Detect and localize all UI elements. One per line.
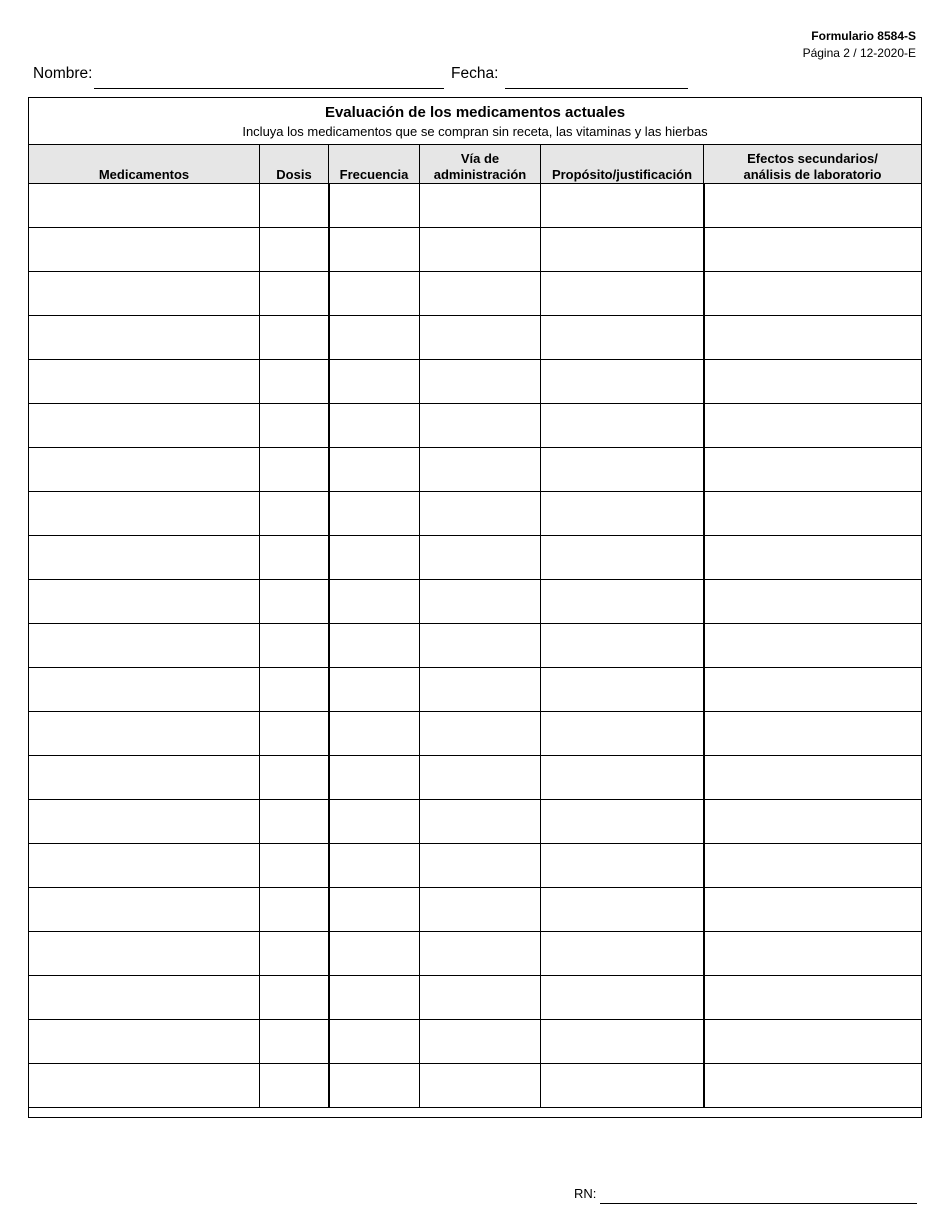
entry-cell[interactable] xyxy=(29,492,260,536)
column-header-row xyxy=(29,145,922,184)
table-row xyxy=(29,800,922,844)
entry-cell[interactable] xyxy=(704,888,922,932)
entry-cell[interactable] xyxy=(329,228,420,272)
entry-cell[interactable] xyxy=(260,932,329,976)
table-footer-row xyxy=(29,1108,922,1118)
entry-cell[interactable] xyxy=(704,580,922,624)
entry-cell[interactable] xyxy=(29,1064,260,1108)
table-row xyxy=(29,492,922,536)
entry-cell[interactable] xyxy=(541,1020,704,1064)
table-row xyxy=(29,932,922,976)
entry-cell[interactable] xyxy=(329,800,420,844)
entry-cell[interactable] xyxy=(420,1020,541,1064)
entry-cell[interactable] xyxy=(29,712,260,756)
table-row xyxy=(29,404,922,448)
entry-cell[interactable] xyxy=(29,668,260,712)
entry-cell[interactable] xyxy=(420,712,541,756)
column-header-text: Dosis xyxy=(276,167,312,182)
entry-cell[interactable] xyxy=(541,536,704,580)
entry-cell[interactable] xyxy=(704,844,922,888)
entry-cell[interactable] xyxy=(420,316,541,360)
entry-cell[interactable] xyxy=(704,228,922,272)
entry-cell[interactable] xyxy=(329,976,420,1020)
table-footer-cell xyxy=(29,1108,922,1118)
entry-cell[interactable] xyxy=(260,404,329,448)
entry-cell[interactable] xyxy=(420,976,541,1020)
entry-cell[interactable] xyxy=(541,316,704,360)
table-row xyxy=(29,184,922,228)
entry-cell[interactable] xyxy=(704,1020,922,1064)
entry-cell[interactable] xyxy=(704,316,922,360)
column-header-text: Vía de xyxy=(460,151,500,166)
entry-cell[interactable] xyxy=(704,668,922,712)
table-row xyxy=(29,624,922,668)
entry-cell[interactable] xyxy=(420,492,541,536)
table-row xyxy=(29,448,922,492)
entry-cell[interactable] xyxy=(329,1020,420,1064)
entry-cell[interactable] xyxy=(260,360,329,404)
entry-cell[interactable] xyxy=(704,184,922,228)
entry-cell[interactable] xyxy=(420,844,541,888)
entry-cell[interactable] xyxy=(541,228,704,272)
entry-cell[interactable] xyxy=(29,536,260,580)
entry-cell[interactable] xyxy=(260,976,329,1020)
entry-cell[interactable] xyxy=(29,756,260,800)
entry-cell[interactable] xyxy=(260,800,329,844)
entry-cell[interactable] xyxy=(541,712,704,756)
table-title-cell xyxy=(29,98,922,145)
entry-cell[interactable] xyxy=(420,360,541,404)
entry-cell[interactable] xyxy=(260,448,329,492)
column-header-1 xyxy=(260,145,329,184)
column-header-4 xyxy=(541,145,704,184)
entry-cell[interactable] xyxy=(329,492,420,536)
entry-cell[interactable] xyxy=(541,580,704,624)
entry-cell[interactable] xyxy=(329,360,420,404)
column-header-0 xyxy=(29,145,260,184)
entry-cell[interactable] xyxy=(329,844,420,888)
form-number: Formulario 8584-S xyxy=(811,29,916,43)
entry-cell[interactable] xyxy=(704,536,922,580)
entry-cell[interactable] xyxy=(420,404,541,448)
entry-cell[interactable] xyxy=(260,1020,329,1064)
entry-cell[interactable] xyxy=(420,580,541,624)
entry-cell[interactable] xyxy=(29,888,260,932)
form-identifier xyxy=(803,28,916,62)
entry-cell[interactable] xyxy=(420,536,541,580)
entry-cell[interactable] xyxy=(29,272,260,316)
entry-cell[interactable] xyxy=(329,536,420,580)
entry-cell[interactable] xyxy=(29,800,260,844)
table-row xyxy=(29,844,922,888)
entry-cell[interactable] xyxy=(704,800,922,844)
entry-cell[interactable] xyxy=(541,404,704,448)
entry-cell[interactable] xyxy=(541,800,704,844)
entry-cell[interactable] xyxy=(329,316,420,360)
entry-cell[interactable] xyxy=(420,228,541,272)
date-label: Fecha: xyxy=(451,65,499,82)
table-row xyxy=(29,580,922,624)
entry-cell[interactable] xyxy=(420,624,541,668)
table-title: Evaluación de los medicamentos actuales xyxy=(324,103,626,121)
column-header-text: Medicamentos xyxy=(98,167,190,182)
table-row xyxy=(29,316,922,360)
entry-cell[interactable] xyxy=(29,1020,260,1064)
entry-cell[interactable] xyxy=(260,228,329,272)
entry-cell[interactable] xyxy=(420,272,541,316)
table-row xyxy=(29,888,922,932)
entry-cell[interactable] xyxy=(541,976,704,1020)
entry-cell[interactable] xyxy=(329,404,420,448)
entry-cell[interactable] xyxy=(29,932,260,976)
entry-cell[interactable] xyxy=(329,448,420,492)
column-header-text: Propósito/justificación xyxy=(551,167,693,182)
column-header-text: análisis de laboratorio xyxy=(743,167,882,182)
table-row xyxy=(29,976,922,1020)
page-indicator: Página 2 / 12-2020-E xyxy=(802,46,916,60)
entry-cell[interactable] xyxy=(420,448,541,492)
entry-cell[interactable] xyxy=(329,756,420,800)
entry-cell[interactable] xyxy=(260,888,329,932)
entry-cell[interactable] xyxy=(541,756,704,800)
entry-cell[interactable] xyxy=(29,448,260,492)
entry-cell[interactable] xyxy=(329,668,420,712)
entry-cell[interactable] xyxy=(420,932,541,976)
column-header-3 xyxy=(420,145,541,184)
entry-cell[interactable] xyxy=(541,624,704,668)
entry-cell[interactable] xyxy=(704,272,922,316)
entry-cell[interactable] xyxy=(260,580,329,624)
table-body xyxy=(29,184,922,1118)
entry-cell[interactable] xyxy=(260,316,329,360)
entry-cell[interactable] xyxy=(29,404,260,448)
entry-cell[interactable] xyxy=(541,272,704,316)
medications-table xyxy=(28,97,922,1118)
entry-cell[interactable] xyxy=(260,272,329,316)
name-label: Nombre: xyxy=(33,65,93,82)
entry-cell[interactable] xyxy=(704,448,922,492)
entry-cell[interactable] xyxy=(29,360,260,404)
entry-cell[interactable] xyxy=(29,580,260,624)
entry-cell[interactable] xyxy=(329,272,420,316)
table-row xyxy=(29,228,922,272)
entry-cell[interactable] xyxy=(420,888,541,932)
column-header-5 xyxy=(704,145,922,184)
entry-cell[interactable] xyxy=(420,1064,541,1108)
entry-cell[interactable] xyxy=(541,668,704,712)
entry-cell[interactable] xyxy=(260,624,329,668)
table-row xyxy=(29,1064,922,1108)
rn-signature-field[interactable] xyxy=(600,1203,917,1204)
entry-cell[interactable] xyxy=(29,976,260,1020)
entry-cell[interactable] xyxy=(541,844,704,888)
entry-cell[interactable] xyxy=(260,492,329,536)
entry-cell[interactable] xyxy=(541,184,704,228)
entry-cell[interactable] xyxy=(29,844,260,888)
entry-cell[interactable] xyxy=(329,624,420,668)
rn-label: RN: xyxy=(574,1186,597,1201)
entry-cell[interactable] xyxy=(704,404,922,448)
entry-cell[interactable] xyxy=(420,668,541,712)
entry-cell[interactable] xyxy=(541,888,704,932)
table-subtitle: Incluya los medicamentos que se compran sin receta, las vitaminas y las hierbas xyxy=(242,123,708,139)
table-row xyxy=(29,1020,922,1064)
column-header-2 xyxy=(329,145,420,184)
entry-cell[interactable] xyxy=(704,976,922,1020)
entry-cell[interactable] xyxy=(260,756,329,800)
entry-cell[interactable] xyxy=(420,184,541,228)
entry-cell[interactable] xyxy=(329,932,420,976)
entry-cell[interactable] xyxy=(329,580,420,624)
entry-cell[interactable] xyxy=(29,316,260,360)
entry-cell[interactable] xyxy=(260,536,329,580)
entry-cell[interactable] xyxy=(704,1064,922,1108)
name-field[interactable] xyxy=(94,88,444,89)
entry-cell[interactable] xyxy=(260,184,329,228)
entry-cell[interactable] xyxy=(541,1064,704,1108)
entry-cell[interactable] xyxy=(260,712,329,756)
entry-cell[interactable] xyxy=(329,1064,420,1108)
table-row xyxy=(29,668,922,712)
entry-cell[interactable] xyxy=(29,624,260,668)
entry-cell[interactable] xyxy=(541,448,704,492)
column-header-text: administración xyxy=(433,167,527,182)
entry-cell[interactable] xyxy=(420,756,541,800)
table-row xyxy=(29,536,922,580)
date-field[interactable] xyxy=(505,88,688,89)
entry-cell[interactable] xyxy=(704,492,922,536)
table-row xyxy=(29,360,922,404)
entry-cell[interactable] xyxy=(704,712,922,756)
entry-cell[interactable] xyxy=(541,492,704,536)
entry-cell[interactable] xyxy=(541,932,704,976)
entry-cell[interactable] xyxy=(329,712,420,756)
entry-cell[interactable] xyxy=(704,932,922,976)
entry-cell[interactable] xyxy=(329,184,420,228)
column-header-text: Efectos secundarios/ xyxy=(747,151,878,166)
entry-cell[interactable] xyxy=(260,844,329,888)
entry-cell[interactable] xyxy=(260,668,329,712)
entry-cell[interactable] xyxy=(329,888,420,932)
table-row xyxy=(29,756,922,800)
entry-cell[interactable] xyxy=(260,1064,329,1108)
entry-cell[interactable] xyxy=(704,624,922,668)
entry-cell[interactable] xyxy=(420,800,541,844)
entry-cell[interactable] xyxy=(541,360,704,404)
column-header-text: Frecuencia xyxy=(339,167,409,182)
entry-cell[interactable] xyxy=(29,228,260,272)
entry-cell[interactable] xyxy=(704,360,922,404)
entry-cell[interactable] xyxy=(29,184,260,228)
table-row xyxy=(29,272,922,316)
table-row xyxy=(29,712,922,756)
entry-cell[interactable] xyxy=(704,756,922,800)
